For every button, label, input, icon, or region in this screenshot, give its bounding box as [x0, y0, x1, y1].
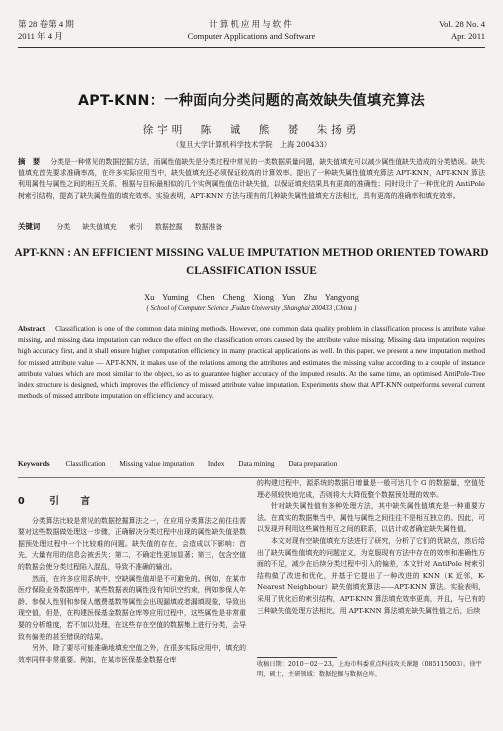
header-right	[439, 18, 485, 42]
keyword-cn: 缺失值填充	[82, 223, 117, 231]
keyword-cn: 分类	[56, 223, 71, 231]
date-cn: 2011 年 4 月	[18, 31, 63, 41]
authors-en: Xu Yuming Chen Cheng Xiong Yun Zhu Yangyong	[144, 293, 359, 302]
body-paragraph: 分类算法比较是常见的数据挖掘算法之一，在应用分类算法之前往往需要对这些数据做处理这一步骤，正确解决分类过程中出现的属性缺失值是数据预处理过程中一个比较难的问题。缺失值的存在，会造成以下影响：首先，大量有用的信息会被丢失；第二，不确定性更加显著；第三，包含空值的数据会使分类过程陷入混乱，导致不准确的输出。	[18, 516, 246, 571]
footnote: 收稿日期：2010－02－23。上海市科委重点科技攻关课题（085115003）。徐宇明，硕士，主研领域：数据挖掘与数据仓库。	[257, 661, 482, 678]
body-right-column	[257, 478, 485, 617]
keywords-en-label: Keywords	[18, 459, 50, 468]
body-paragraph: 然而，在许多应用系统中，空缺属性值却是不可避免的。例如，在某市医疗保险业务数据库中，某些数据表的属性没有知识空约束，例如参保人年龄、参保人性别和参保人缴费基数等属性会出现漏填或者漏填现象，导致出现空值，但是，在构建医保基金数据仓库等应用过程中，这些属性是非常重要的分析维度，若不加以处理，在这些存在空值的数据集上进行分类，会导致有偏差的甚至错误的结果。	[18, 574, 246, 641]
body-paragraph: 另外，除了要尽可能准确地填充空值之外，在很多实际应用中，填充的效率同样非常重要。例如，在某市医保基金数据仓库	[18, 644, 246, 664]
keyword-en: Index	[207, 459, 225, 468]
section-title: 引 言	[49, 496, 97, 507]
title-cn: APT-KNN：一种面向分类问题的高效缺失值填充算法	[78, 93, 425, 109]
section-number: 0	[18, 496, 31, 507]
abstract-en-text: Classification is one of the common data mining methods. However, one common data quality problem in classification process is attribute value missing, and missing data imputation can reduce the effect on the classification errors caused by the attribute value missing. Missing data imputation requires high accuracy first, and it shall ensure higher computation efficiency in many practical applications as well. In this paper, we present a new imputation method for missed attribute value — APT-KNN, it makes use of the relations among the attributes and estimates the missing value according to a couple of instance attribute values which are most similar to the object, so as to guarantee higher accuracy of the imputed results. At the same time, an optimised AntiPole-Tree index structure is designed, which improves the efficiency of missed attribute value imputation. Experiments show that APT-KNN outperforms several current methods of missed attribute imputation on efficiency and accuracy.	[18, 324, 485, 401]
abstract-cn-text: 分类是一种常见的数据挖掘方法，而属性值缺失是分类过程中常见的一类数据质量问题，缺失值填充可以减少属性值缺失造成的分类错误。缺失值填充首先要求准确率高，在许多实际应用当中，缺失值填充还必须保证较高的计算效率。提出了一种缺失属性值填充算法 APT-KNN，APT-KNN 算法利用属性与属性之间的相互关系，根据与目标最相似的几个实例属性值估计缺失值，以保证填充结果具有更高的准确性；同时设计了一种优化的 AntiPole 树索引结构，提高了缺失属性值的填充效率。实验表明，APT-KNN 方法与现有的几种缺失属性值填充方法相比，具有更高的准确率和填充效率。	[18, 158, 485, 200]
keyword-en: Data mining	[238, 459, 275, 468]
journal-en: Computer Applications and Software	[187, 31, 316, 41]
keywords-cn	[18, 221, 485, 232]
keywords-en	[18, 459, 485, 468]
header-rule	[18, 47, 485, 48]
affiliation-en: ( School of Computer Science ,Fudan University ,Shanghai 200433 ,China )	[146, 305, 357, 312]
header-center	[18, 18, 485, 42]
date-en: Apr. 2011	[450, 31, 485, 41]
keyword-en: Classification	[65, 459, 106, 468]
footnote-rule	[257, 657, 337, 658]
keyword-en: Data preparation	[288, 459, 338, 468]
keyword-en: Missing value imputation	[119, 459, 195, 468]
volume-en: Vol. 28 No. 4	[439, 19, 485, 29]
keywords-cn-label: 关键词	[18, 222, 41, 231]
body-paragraph: 的构建过程中，源系统的数据日增量是一般可达几个 G 的数据量，空值处理必须较快地完成，否则将大大降低整个数据预处理的效率。	[257, 479, 485, 499]
abstract-en-label: Abstract	[18, 324, 46, 333]
keyword-cn: 数据准备	[194, 223, 223, 231]
abstract-en	[18, 323, 485, 401]
affiliation-cn: （复旦大学计算机科学技术学院 上海 200433）	[171, 140, 332, 149]
body-paragraph: 针对缺失属性值有多种处理方法，其中缺失属性值填充是一种重要方法。在真实的数据集当中，属性与属性之间往往不是相互独立的。因此，可以发现并利用这些属性相互之间的联系，以估计或者确定缺失属性值。	[257, 502, 485, 534]
section-heading	[18, 496, 246, 508]
authors-cn: 徐宇明 陈 诚 熊 赟 朱扬勇	[142, 124, 361, 136]
keyword-cn: 数据挖掘	[155, 223, 183, 231]
body-paragraph: 本文对现有空缺值填充方法进行了研究，分析了它们的优缺点，然后给出了缺失属性值填充的问题定义，为克服现有方法中存在的效率和准确性方面的不足，减少在后续分类过程中引入的偏差，本文针对 AntiPole 树索引结构做了改进和优化，并基于它提出了一种改进的 KNN（K 近邻，K-Nearest Neighbour）缺失值填充算法——APT-KNN 算法。实验表明，采用了优化后的索引结构，APT-KNN 算法填充效率更高，并且，与已有的三种缺失值处理方法相比，用 APT-KNN 算法填充缺失属性值之后，后续	[257, 536, 485, 615]
body-left-column	[18, 482, 246, 666]
abstract-cn-label: 摘 要	[18, 157, 41, 166]
abstract-cn	[18, 156, 485, 202]
title-en: APT-KNN : AN EFFICIENT MISSING VALUE IMPUTATION METHOD ORIENTED TOWARD CLASSIFICATION ISSUE	[14, 247, 489, 277]
volume-cn: 第 28 卷第 4 期	[18, 19, 74, 29]
journal-cn: 计算机应用与软件	[209, 19, 294, 29]
keyword-cn: 索引	[129, 223, 143, 231]
